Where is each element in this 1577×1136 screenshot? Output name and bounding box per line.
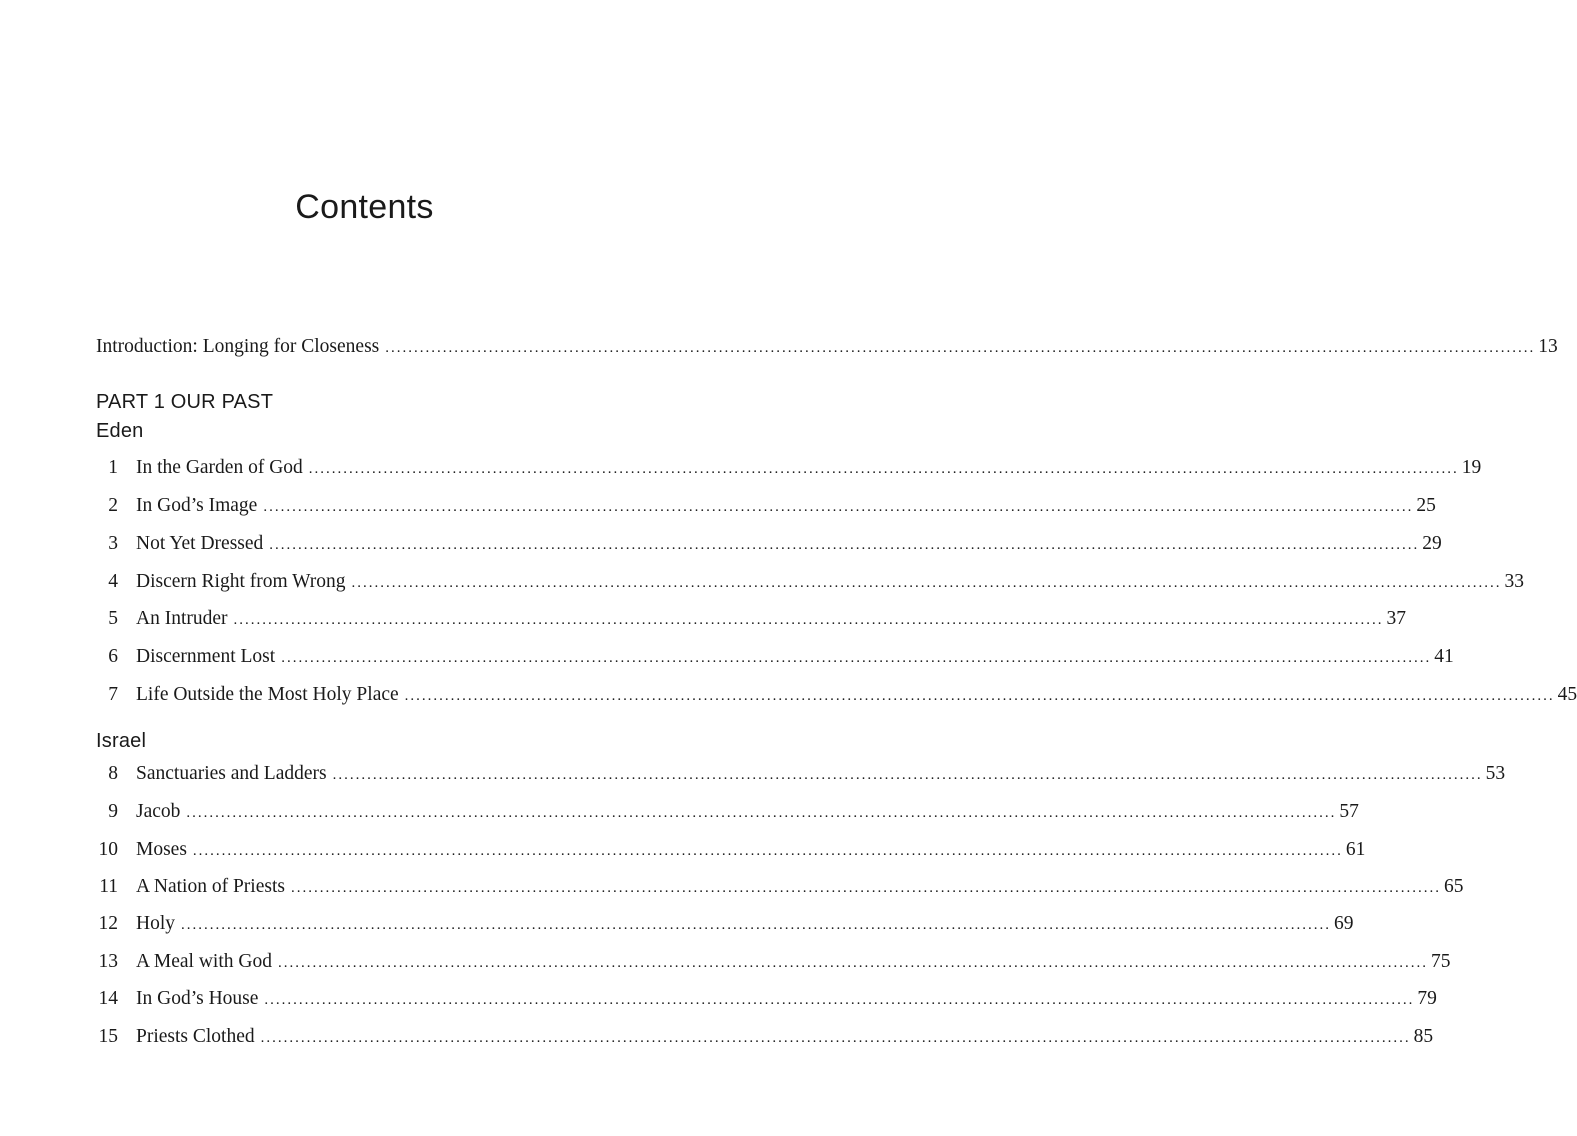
- part-heading: PART 1 OUR PAST: [96, 391, 274, 413]
- leader-dots: ........................................................................................................................................................................................................: [192, 843, 1343, 859]
- toc-entry-chapter-13[interactable]: [96, 950, 1451, 974]
- section-heading-israel: Israel: [96, 730, 147, 752]
- toc-entry-label: In God’s Image: [136, 495, 258, 516]
- toc-entry-label: Priests Clothed: [136, 1026, 255, 1047]
- leader-dots: ........................................................................................................................................................................................................: [351, 575, 1502, 591]
- toc-entry-page: 41: [1434, 646, 1454, 667]
- toc-entry-label: Life Outside the Most Holy Place: [136, 684, 399, 705]
- toc-entry-chapter-7[interactable]: [96, 683, 1577, 707]
- chapter-number: 6: [108, 646, 118, 667]
- chapter-number: 11: [99, 876, 118, 897]
- toc-entry-chapter-11[interactable]: [96, 875, 1464, 899]
- chapter-number: 4: [108, 571, 118, 592]
- toc-entry-label: Discernment Lost: [136, 646, 276, 667]
- leader-dots: ........................................................................................................................................................................................................: [263, 499, 1414, 515]
- toc-entry-page: 37: [1386, 608, 1407, 629]
- toc-entry-label: In God’s House: [136, 988, 259, 1009]
- leader-dots: ........................................................................................................................................................................................................: [308, 461, 1459, 477]
- toc-entry-introduction[interactable]: [96, 335, 1558, 359]
- chapter-number: 1: [108, 457, 118, 478]
- leader-dots: ........................................................................................................................................................................................................: [233, 612, 1384, 628]
- toc-entry-page: 57: [1339, 801, 1359, 822]
- toc-entry-page: 19: [1461, 457, 1482, 478]
- leader-dots: ........................................................................................................................................................................................................: [181, 917, 1331, 933]
- toc-entry-label: Jacob: [136, 801, 181, 822]
- toc-entry-chapter-10[interactable]: [96, 838, 1366, 862]
- chapter-number: 15: [98, 1026, 118, 1047]
- toc-entry-label: Discern Right from Wrong: [136, 571, 346, 592]
- toc-entry-chapter-8[interactable]: [96, 762, 1506, 786]
- leader-dots: ........................................................................................................................................................................................................: [290, 880, 1441, 896]
- leader-dots: ........................................................................................................................................................................................................: [269, 537, 1420, 553]
- toc-entry-page: 65: [1443, 876, 1464, 897]
- section-heading-eden: Eden: [96, 420, 144, 442]
- toc-entry-label: Holy: [136, 913, 175, 934]
- leader-dots: ........................................................................................................................................................................................................: [404, 688, 1555, 704]
- toc-entry-page: 85: [1413, 1026, 1434, 1047]
- toc-entry-label: Not Yet Dressed: [136, 533, 264, 554]
- page-title: Contents: [295, 188, 434, 226]
- chapter-number: 5: [108, 608, 118, 629]
- leader-dots: ........................................................................................................................................................................................................: [332, 767, 1483, 783]
- toc-entry-label: Moses: [136, 839, 187, 860]
- toc-entry-label: An Intruder: [136, 608, 228, 629]
- toc-entry-page: 61: [1345, 839, 1366, 860]
- chapter-number: 12: [98, 913, 118, 934]
- toc-entry-chapter-9[interactable]: [96, 800, 1359, 824]
- toc-entry-chapter-4[interactable]: [96, 570, 1525, 594]
- chapter-number: 2: [108, 495, 118, 516]
- toc-entry-label: In the Garden of God: [136, 457, 303, 478]
- toc-entry-page: 29: [1422, 533, 1442, 554]
- toc-entry-label: Introduction: Longing for Closeness: [96, 336, 380, 357]
- toc-entry-label: A Nation of Priests: [136, 876, 285, 897]
- toc-entry-label: A Meal with God: [136, 951, 272, 972]
- toc-entry-chapter-2[interactable]: [96, 494, 1436, 518]
- toc-entry-chapter-14[interactable]: [96, 987, 1437, 1011]
- chapter-number: 10: [98, 839, 118, 860]
- toc-entry-chapter-6[interactable]: [96, 645, 1454, 669]
- leader-dots: ........................................................................................................................................................................................................: [186, 805, 1337, 821]
- chapter-number: 9: [108, 801, 118, 822]
- toc-entry-page: 33: [1504, 571, 1525, 592]
- leader-dots: ........................................................................................................................................................................................................: [264, 992, 1415, 1008]
- toc-entry-page: 79: [1417, 988, 1437, 1009]
- chapter-number: 7: [108, 684, 118, 705]
- toc-entry-page: 13: [1538, 336, 1558, 357]
- toc-entry-chapter-1[interactable]: [96, 456, 1482, 480]
- chapter-number: 13: [98, 951, 118, 972]
- toc-entry-chapter-5[interactable]: [96, 607, 1407, 631]
- toc-entry-label: Sanctuaries and Ladders: [136, 763, 327, 784]
- toc-entry-page: 53: [1485, 763, 1506, 784]
- toc-entry-chapter-15[interactable]: [96, 1025, 1434, 1049]
- toc-entry-page: 69: [1334, 913, 1354, 934]
- chapter-number: 8: [108, 763, 118, 784]
- toc-entry-page: 25: [1416, 495, 1436, 516]
- leader-dots: ........................................................................................................................................................................................................: [281, 650, 1432, 666]
- toc-entry-chapter-12[interactable]: [96, 912, 1354, 936]
- leader-dots: ........................................................................................................................................................................................................: [260, 1030, 1411, 1046]
- leader-dots: ........................................................................................................................................................................................................: [277, 955, 1428, 971]
- toc-entry-chapter-3[interactable]: [96, 532, 1442, 556]
- toc-entry-page: 75: [1430, 951, 1451, 972]
- leader-dots: ........................................................................................................................................................................................................: [385, 340, 1536, 356]
- chapter-number: 3: [108, 533, 118, 554]
- toc-entry-page: 45: [1557, 684, 1577, 705]
- chapter-number: 14: [98, 988, 118, 1009]
